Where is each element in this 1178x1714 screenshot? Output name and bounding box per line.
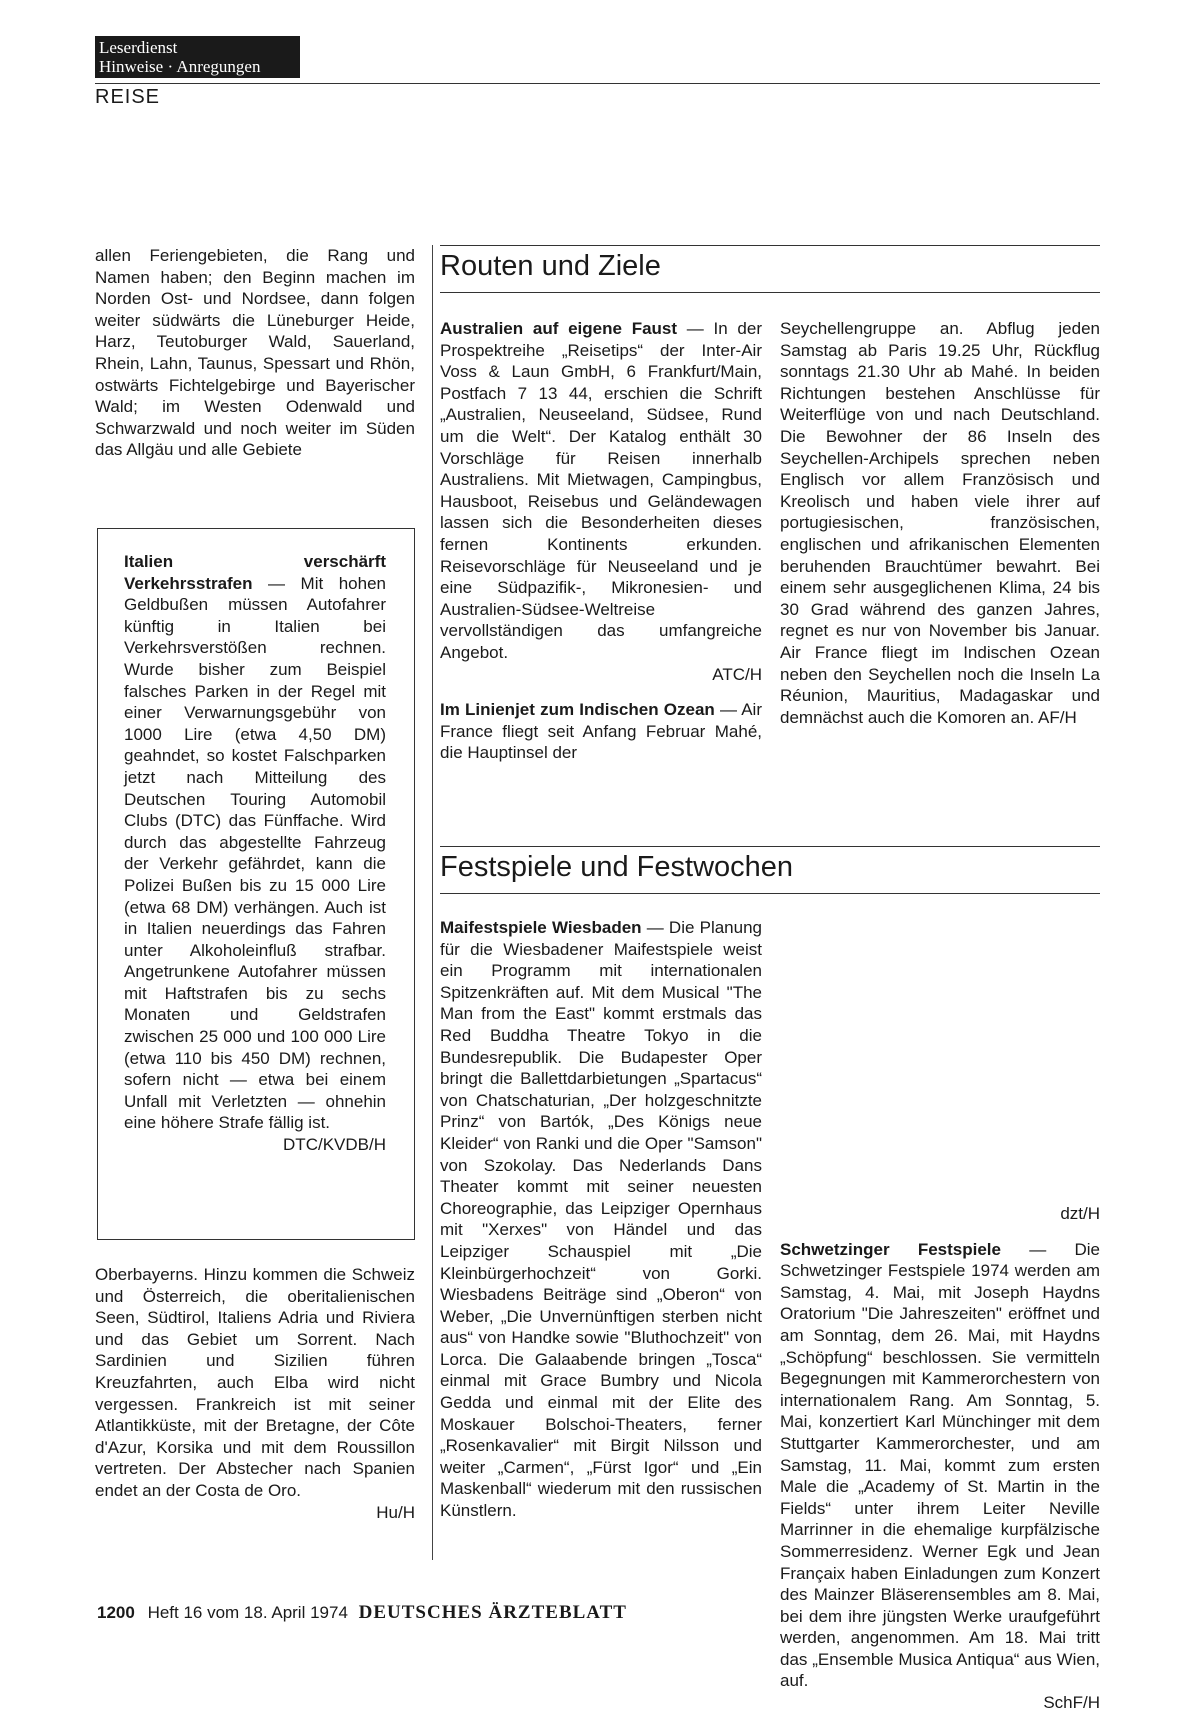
left-bottom-source: Hu/H: [376, 1502, 415, 1522]
badge-line-1: Leserdienst: [99, 38, 178, 57]
routen-a1-source: ATC/H: [712, 664, 762, 684]
routen-a2-continued: [780, 318, 1100, 728]
routen-a1-title: Australien auf eigene Faust: [440, 319, 678, 338]
boxout-italien: [97, 528, 415, 1240]
routen-rule-top: [440, 245, 1100, 246]
boxout-text: — Mit hohen Geldbußen müssen Autofahrer künftig in Italien bei Verkehrsverstößen rechnen. Wurde bisher zum Beispiel falsches Parken in der Regel mit einer Verwarnungsgebühr von 1000 Lire (etwa 4,50 DM) geahndet, so kostet Falschparken jetzt nach Mitteilung des Deutschen Touring Automobil Clubs (DTC) das Fünffache. Wird durch das abgestellte Fahrzeug der Verkehr gefährdet, kann die Polizei Bußen bis zu 15 000 Lire (etwa 68 DM) verhängen. Auch ist in Italien neuerdings das Fahren unter Alkoholeinfluß strafbar. Angetrunkene Autofahrer müssen mit Haftstrafen bis zu sechs Monaten und Geldstrafen zwischen 25 000 und 100 000 Lire (etwa 110 bis 450 DM) rechnen, sofern nicht — etwa bei einem Unfall mit Verletzten — ohnehin eine höhere Strafe fällig ist.: [124, 573, 386, 1133]
boxout-source: DTC/KVDB/H: [283, 1135, 386, 1155]
festspiele-a1-source: dzt/H: [1060, 1204, 1100, 1223]
left-column-top: [95, 245, 415, 461]
badge-line-2: Hinweise · Anregungen: [99, 57, 261, 76]
routen-a2-title: Im Linienjet zum Indischen Ozean: [440, 700, 715, 720]
routen-a1-text: — In der Prospektreihe „Reisetips“ der Inter-Air Voss & Laun GmbH, 6 Frankfurt/Main, Postfach 7 13 44, erschien die Schrift „Australien, Neuseeland, Südsee, Rund um die Welt“. Der Katalog enthält 30 Vorschläge für Reisen innerhalb Australiens. Mit Mietwagen, Campingbus, Hausboot, Reisebus und Geländewagen lassen sich die Besonderheiten dieses fernen Kontinents erkunden. Reisevorschläge für Neuseeland und je eine Südpazifik-, Mikronesien- und Australien-Südsee-Weltreise vervollständigen das umfangreiche Angebot.: [440, 319, 763, 662]
festspiele-column-1: [440, 917, 762, 1522]
header-rule: [95, 83, 1100, 84]
routen-article-2: [440, 699, 762, 764]
routen-column-2: [780, 318, 1100, 728]
page-number: 1200: [97, 1603, 135, 1622]
festspiele-a1-title: Maifestspiele Wiesbaden: [440, 918, 642, 937]
routen-a2-text: — Air France fliegt seit Anfang Februar Mahé, die Hauptinsel der: [440, 700, 762, 763]
issue-info: Heft 16 vom 18. April 1974: [147, 1603, 348, 1622]
left-top-text: allen Feriengebieten, die Rang und Namen haben; den Beginn machen im Norden Ost- und Nordsee, dann folgen weiter südwärts die Lüneburger Heide, Harz, Teutoburger Wald, Sauerland, Rhein, Lahn, Taunus, Spessart und Rhön, ostwärts Fichtelgebirge und Bayerischer Wald; im Westen Odenwald und Schwarzwald und noch weiter im Süden das Allgäu und alle Gebiete: [95, 246, 415, 460]
festspiele-heading: Festspiele und Festwochen: [440, 851, 794, 883]
left-bottom-text: Oberbayerns. Hinzu kommen die Schweiz und Österreich, die oberitalienischen Seen, Südtirol, Italiens Adria und Riviera und das Gebiet um Sorrent. Nach Sardinien und Sizilien führen Kreuzfahrten, auch Elba wird nicht vergessen. Frankreich ist mit seiner Atlantikküste, mit der Bretagne, der Côte d'Azur, Korsika und mit dem Roussillon vertreten. Der Abstecher nach Spanien endet an der Costa de Oro.: [95, 1265, 415, 1500]
section-label: REISE: [95, 86, 161, 108]
festspiele-a1-text: — Die Planung für die Wiesbadener Maifestspiele weist ein Programm mit internationalen Spitzenkräften auf. Mit dem Musical "The Man from the East" kommt erstmals das Red Buddha Theatre Tokyo in die Bundesrepublik. Die Budapester Oper bringt die Ballettdarbietungen „Spartacus“ von Chatschaturian, „Der holzgeschnitzte Prinz“ von Bartók, „Des Königs neue Kleider“ von Ranki und die Oper "Samson" von Szokolay. Das Nederlands Dans Theater kommt mit seiner neuesten Choreographie, das Leipziger Opernhaus mit "Xerxes" von Händel und das Leipziger Schauspiel mit „Die Kleinbürgerhochzeit“ von Gorki. Wiesbadens Beiträge sind „Oberon“ von Weber, „Die Unvernünftigen sterben nicht aus“ von Handke sowie "Bluthochzeit" von Lorca. Die Galaabende bringen „Tosca“ einmal mit Grace Bumbry und Nicola Gedda und einmal mit der Elite des Moskauer Bolschoi-Theaters, ferner „Rosenkavalier“ mit Birgit Nilsson und weiter „Carmen“, „Fürst Igor“ und „Ein Maskenball“ wiederum mit den russischen Künstlern.: [440, 918, 762, 1521]
boxout-paragraph: [124, 551, 386, 1134]
festspiele-article-2: [780, 1239, 1100, 1692]
routen-a2-cont-text: Seychellengruppe an. Abflug jeden Samstag ab Paris 19.25 Uhr, Rückflug sonntags 21.30 Uhr ab Mahé. In beiden Richtungen bestehen Anschlüsse für Weiterflüge von und nach Deutschland. Die Bewohner der 86 Inseln des Seychellen-Archipels sprechen neben Englisch vor allem Französisch und Kreolisch und haben viele ihrer auf portugiesischen, französischen, englischen und afrikanischen Elementen beruhenden Brauchtümer bewahrt. Bei einem sehr ausgeglichenen Klima, 24 bis 30 Grad während des ganzen Jahres, regnet es nur von November bis Januar. Air France fliegt im Indischen Ozean neben den Seychellen noch die Inseln La Réunion, Mauritius, Madagaskar und demnächst auch die Komoren an.: [780, 319, 1100, 727]
festspiele-rule-bottom: [440, 893, 1100, 894]
routen-article-1: [440, 318, 762, 664]
routen-column-1: [440, 318, 762, 764]
festspiele-rule-top: [440, 846, 1100, 847]
festspiele-column-2: [780, 1203, 1100, 1714]
festspiele-a2-source: SchF/H: [1043, 1693, 1100, 1713]
masthead: DEUTSCHES ÄRZTEBLATT: [358, 1602, 627, 1623]
section-badge: [95, 36, 300, 78]
routen-heading: Routen und Ziele: [440, 250, 661, 282]
festspiele-a2-text: — Die Schwetzinger Festspiele 1974 werden am Samstag, 4. Mai, mit Joseph Haydns Oratorium "Die Jahreszeiten" eröffnet und am Sonntag, dem 26. Mai, mit Haydns „Schöpfung“ beschlossen. Sie vermitteln Begegnungen mit Kammerorchestern von internationalem Rang. Am Sonntag, 5. Mai, konzertiert Karl Münchinger mit dem Stuttgarter Kammerorchester, und am Samstag, 11. Mai, kommt zum ersten Male die „Academy of St. Martin in the Fields“ unter ihrem Leiter Neville Marrinner in die ehemalige kurpfälzische Sommerresidenz. Werner Egk und Jean Françaix haben Einladungen zum Konzert des Mainzer Bläserensembles am 8. Mai, bei dem ihre jüngsten Werke uraufgeführt werden, angenommen. Am 18. Mai tritt das „Ensemble Musica Antiqua“ aus Wien, auf.: [780, 1239, 1100, 1691]
boxout-body: [124, 551, 386, 1156]
routen-a2-source: AF/H: [1038, 707, 1077, 727]
page-footer: [97, 1602, 627, 1624]
routen-rule-bottom: [440, 292, 1100, 293]
left-column-bottom: [95, 1264, 415, 1523]
boxout-title: Italien verschärft Verkehrsstrafen: [124, 552, 386, 593]
column-divider: [432, 245, 433, 1560]
festspiele-article-1: [440, 917, 762, 1522]
festspiele-a2-title: Schwetzinger Festspiele: [780, 1239, 1001, 1259]
